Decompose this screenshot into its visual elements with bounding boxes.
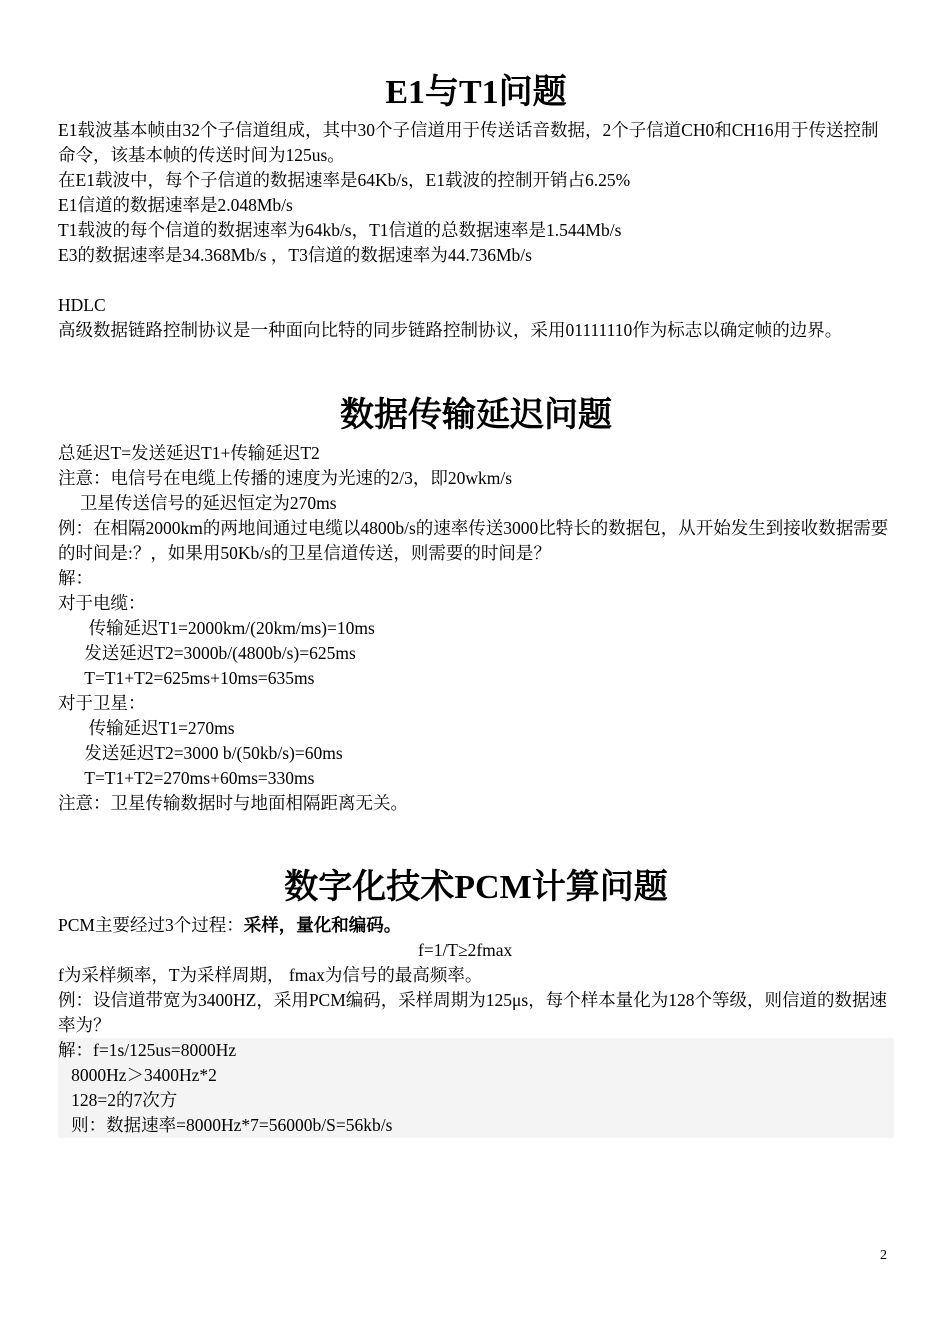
- section-e1-t1-body: [58, 118, 894, 343]
- solution-line: 则：数据速率=8000Hz*7=56000b/S=56kb/s: [58, 1115, 393, 1135]
- hdlc-description: 高级数据链路控制协议是一种面向比特的同步链路控制协议，采用01111110作为标志以确定帧的边界。: [58, 320, 843, 340]
- pcm-intro-text: PCM主要经过3个过程：: [58, 915, 244, 935]
- paragraph: 例：在相隔2000km的两地间通过电缆以4800b/s的速率传送3000比特长的数据包，从开始发生到接收数据需要的时间是:？，如果用50Kb/s的卫星信道传送，则需要的时间是？: [58, 518, 889, 563]
- section-title-delay: 数据传输延迟问题: [340, 397, 612, 434]
- section-title-e1-t1: E1与T1问题: [385, 74, 567, 111]
- paragraph: 发送延迟T2=3000b/(4800b/s)=625ms: [58, 643, 356, 663]
- paragraph: 传输延迟T1=2000km/(20km/ms)=10ms: [58, 618, 375, 638]
- solution-line: 8000Hz＞3400Hz*2: [58, 1065, 217, 1085]
- paragraph: T=T1+T2=625ms+10ms=635ms: [58, 668, 315, 688]
- solution-line: 解：f=1s/125us=8000Hz: [58, 1040, 237, 1060]
- paragraph: 在E1载波中，每个子信道的数据速率是64Kb/s，E1载波的控制开销占6.25%: [58, 170, 631, 190]
- pcm-intro: [58, 913, 894, 938]
- pcm-intro-bold: 采样，量化和编码。: [243, 915, 402, 935]
- paragraph: 注意：电信号在电缆上传播的速度为光速的2/3，即20wkm/s: [58, 468, 513, 488]
- paragraph: 发送延迟T2=3000 b/(50kb/s)=60ms: [58, 743, 343, 763]
- pcm-description: f为采样频率，T为采样周期， fmax为信号的最高频率。: [58, 965, 483, 985]
- hdlc-label: HDLC: [58, 295, 106, 315]
- section-pcm-body: [58, 913, 894, 1138]
- paragraph: 传输延迟T1=270ms: [58, 718, 235, 738]
- paragraph: T1载波的每个信道的数据速率为64kb/s，T1信道的总数据速率是1.544Mb/s: [58, 220, 622, 240]
- paragraph: 总延迟T=发送延迟T1+传输延迟T2: [58, 443, 320, 463]
- section-title-pcm: 数字化技术PCM计算问题: [284, 869, 668, 906]
- pcm-solution: [58, 1038, 894, 1138]
- paragraph: 对于卫星：: [58, 693, 146, 713]
- paragraph: E1信道的数据速率是2.048Mb/s: [58, 195, 293, 215]
- paragraph: 注意：卫星传输数据时与地面相隔距离无关。: [58, 793, 408, 813]
- paragraph: E3的数据速率是34.368Mb/s ，T3信道的数据速率为44.736Mb/s: [58, 245, 532, 265]
- paragraph: 卫星传送信号的延迟恒定为270ms: [58, 493, 337, 513]
- section-delay-body: [58, 441, 894, 816]
- pcm-example: 例：设信道带宽为3400HZ，采用PCM编码，采样周期为125μs，每个样本量化为128个等级，则信道的数据速率为？: [58, 990, 887, 1035]
- solution-line: 128=2的7次方: [58, 1090, 178, 1110]
- paragraph: 解：: [58, 568, 93, 588]
- paragraph: T=T1+T2=270ms+60ms=330ms: [58, 768, 315, 788]
- paragraph: 对于电缆：: [58, 593, 146, 613]
- page-number: 2: [880, 1248, 887, 1263]
- paragraph: E1载波基本帧由32个子信道组成，其中30个子信道用于传送话音数据，2个子信道CH0和CH16用于传送控制命令，该基本帧的传送时间为125us。: [58, 120, 879, 165]
- pcm-formula: f=1/T≥2fmax: [418, 940, 513, 960]
